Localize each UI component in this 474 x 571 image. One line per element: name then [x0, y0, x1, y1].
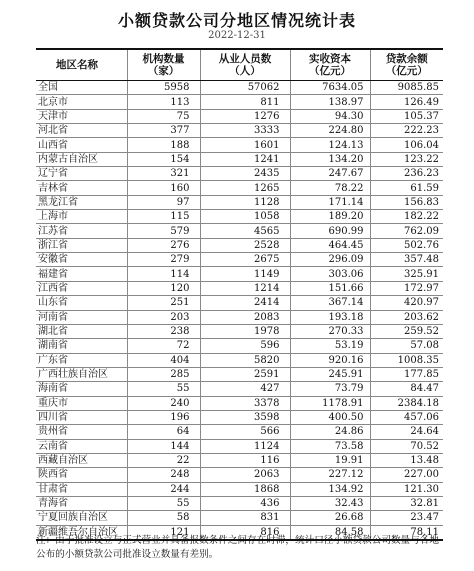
region-name-cell: 宁夏回族自治区: [36, 511, 127, 525]
header-paid-in-capital-unit: （亿元）: [309, 65, 351, 77]
institutions-cell: 97: [127, 195, 200, 209]
statistics-table: [36, 48, 443, 541]
region-name-cell: 山西省: [36, 138, 127, 152]
region-name-cell: 四川省: [36, 410, 127, 424]
employees-cell: 1124: [200, 439, 290, 453]
loan-balance-cell: 13.48: [370, 453, 443, 467]
employees-cell: 2675: [200, 253, 290, 267]
paid-in-capital-cell: 690.99: [290, 224, 370, 238]
institutions-cell: 276: [127, 238, 200, 252]
institutions-cell: 404: [127, 353, 200, 367]
loan-balance-cell: 762.09: [370, 224, 443, 238]
loan-balance-cell: 106.04: [370, 138, 443, 152]
employees-cell: 1868: [200, 482, 290, 496]
employees-cell: 2528: [200, 238, 290, 252]
table-header-row: [36, 49, 443, 81]
table-row: [36, 253, 443, 267]
employees-cell: 2414: [200, 296, 290, 310]
institutions-cell: 72: [127, 339, 200, 353]
institutions-cell: 238: [127, 324, 200, 338]
table-row: [36, 296, 443, 310]
paid-in-capital-cell: 84.58: [290, 525, 370, 540]
footnote: 注：由于批准设立与正式营业并具备报数条件之间存在时滞，统计口径小额贷款公司数量与各地公布的小额贷款公司批准设立数量有差别。: [36, 535, 439, 560]
institutions-cell: 114: [127, 267, 200, 281]
loan-balance-cell: 1008.35: [370, 353, 443, 367]
loan-balance-cell: 259.52: [370, 324, 443, 338]
paid-in-capital-cell: 138.97: [290, 95, 370, 109]
region-name-cell: 北京市: [36, 95, 127, 109]
table-row: [36, 224, 443, 238]
loan-balance-cell: 156.83: [370, 195, 443, 209]
table-row: [36, 167, 443, 181]
institutions-cell: 285: [127, 367, 200, 381]
loan-balance-cell: 9085.85: [370, 81, 443, 95]
header-employees-label: 从业人员数: [218, 53, 272, 65]
paid-in-capital-cell: 73.79: [290, 382, 370, 396]
employees-cell: 1978: [200, 324, 290, 338]
region-name-cell: 青海省: [36, 496, 127, 510]
header-paid-in-capital: [290, 49, 370, 81]
header-institutions-unit: （家）: [147, 65, 180, 77]
region-name-cell: 云南省: [36, 439, 127, 453]
paid-in-capital-cell: 24.86: [290, 425, 370, 439]
paid-in-capital-cell: 73.58: [290, 439, 370, 453]
header-region-label: 地区名称: [56, 59, 98, 71]
institutions-cell: 121: [127, 525, 200, 540]
institutions-cell: 240: [127, 396, 200, 410]
table-row: [36, 181, 443, 195]
paid-in-capital-cell: 227.12: [290, 468, 370, 482]
employees-cell: 1276: [200, 109, 290, 123]
institutions-cell: 120: [127, 281, 200, 295]
loan-balance-cell: 23.47: [370, 511, 443, 525]
employees-cell: 427: [200, 382, 290, 396]
table-row: [36, 496, 443, 510]
paid-in-capital-cell: 53.19: [290, 339, 370, 353]
institutions-cell: 5958: [127, 81, 200, 95]
table-row: [36, 425, 443, 439]
loan-balance-cell: 123.22: [370, 152, 443, 166]
paid-in-capital-cell: 224.80: [290, 124, 370, 138]
table-row: [36, 210, 443, 224]
header-institutions-label: 机构数量: [142, 53, 185, 65]
employees-cell: 816: [200, 525, 290, 540]
paid-in-capital-cell: 245.91: [290, 367, 370, 381]
region-name-cell: 广东省: [36, 353, 127, 367]
header-paid-in-capital-label: 实收资本: [309, 53, 351, 65]
region-name-cell: 吉林省: [36, 181, 127, 195]
loan-balance-cell: 420.97: [370, 296, 443, 310]
loan-balance-cell: 222.23: [370, 124, 443, 138]
loan-balance-cell: 24.64: [370, 425, 443, 439]
loan-balance-cell: 325.91: [370, 267, 443, 281]
region-name-cell: 辽宁省: [36, 167, 127, 181]
institutions-cell: 55: [127, 382, 200, 396]
loan-balance-cell: 182.22: [370, 210, 443, 224]
table-row: [36, 468, 443, 482]
employees-cell: 116: [200, 453, 290, 467]
paid-in-capital-cell: 367.14: [290, 296, 370, 310]
employees-cell: 566: [200, 425, 290, 439]
paid-in-capital-cell: 94.30: [290, 109, 370, 123]
employees-cell: 57062: [200, 81, 290, 95]
paid-in-capital-cell: 124.13: [290, 138, 370, 152]
region-name-cell: 内蒙古自治区: [36, 152, 127, 166]
paid-in-capital-cell: 7634.05: [290, 81, 370, 95]
institutions-cell: 144: [127, 439, 200, 453]
employees-cell: 2435: [200, 167, 290, 181]
institutions-cell: 58: [127, 511, 200, 525]
region-name-cell: 浙江省: [36, 238, 127, 252]
employees-cell: 831: [200, 511, 290, 525]
loan-balance-cell: 105.37: [370, 109, 443, 123]
paid-in-capital-cell: 189.20: [290, 210, 370, 224]
institutions-cell: 113: [127, 95, 200, 109]
paid-in-capital-cell: 270.33: [290, 324, 370, 338]
employees-cell: 5820: [200, 353, 290, 367]
employees-cell: 2083: [200, 310, 290, 324]
header-employees-unit: （人）: [229, 65, 261, 77]
institutions-cell: 55: [127, 496, 200, 510]
table-row: [36, 324, 443, 338]
table-row: [36, 396, 443, 410]
region-name-cell: 江苏省: [36, 224, 127, 238]
loan-balance-cell: 457.06: [370, 410, 443, 424]
institutions-cell: 579: [127, 224, 200, 238]
institutions-cell: 115: [127, 210, 200, 224]
table-row: [36, 95, 443, 109]
loan-balance-cell: 121.30: [370, 482, 443, 496]
region-name-cell: 河北省: [36, 124, 127, 138]
page-title: 小额贷款公司分地区情况统计表: [117, 11, 356, 30]
institutions-cell: 188: [127, 138, 200, 152]
region-name-cell: 湖南省: [36, 339, 127, 353]
report-date: 2022-12-31: [208, 30, 266, 41]
region-name-cell: 新疆维吾尔自治区: [36, 525, 127, 540]
table-row: [36, 81, 443, 95]
loan-balance-cell: 172.97: [370, 281, 443, 295]
employees-cell: 1241: [200, 152, 290, 166]
table-row: [36, 310, 443, 324]
employees-cell: 1265: [200, 181, 290, 195]
table-row: [36, 511, 443, 525]
employees-cell: 1601: [200, 138, 290, 152]
table-row: [36, 238, 443, 252]
table-row: [36, 482, 443, 496]
employees-cell: 3378: [200, 396, 290, 410]
institutions-cell: 377: [127, 124, 200, 138]
table-row: [36, 453, 443, 467]
paid-in-capital-cell: 78.22: [290, 181, 370, 195]
loan-balance-cell: 203.62: [370, 310, 443, 324]
paid-in-capital-cell: 171.14: [290, 195, 370, 209]
paid-in-capital-cell: 303.06: [290, 267, 370, 281]
region-name-cell: 甘肃省: [36, 482, 127, 496]
header-employees: [200, 49, 290, 81]
loan-balance-cell: 32.81: [370, 496, 443, 510]
institutions-cell: 22: [127, 453, 200, 467]
employees-cell: 596: [200, 339, 290, 353]
header-loan-balance-label: 贷款余额: [385, 53, 428, 65]
employees-cell: 1214: [200, 281, 290, 295]
employees-cell: 811: [200, 95, 290, 109]
region-name-cell: 广西壮族自治区: [36, 367, 127, 381]
paid-in-capital-cell: 26.68: [290, 511, 370, 525]
institutions-cell: 248: [127, 468, 200, 482]
loan-balance-cell: 2384.18: [370, 396, 443, 410]
paid-in-capital-cell: 464.45: [290, 238, 370, 252]
region-name-cell: 天津市: [36, 109, 127, 123]
region-name-cell: 河南省: [36, 310, 127, 324]
employees-cell: 1128: [200, 195, 290, 209]
loan-balance-cell: 70.52: [370, 439, 443, 453]
region-name-cell: 安徽省: [36, 253, 127, 267]
paid-in-capital-cell: 920.16: [290, 353, 370, 367]
paid-in-capital-cell: 1178.91: [290, 396, 370, 410]
region-name-cell: 陕西省: [36, 468, 127, 482]
institutions-cell: 160: [127, 181, 200, 195]
table-row: [36, 109, 443, 123]
paid-in-capital-cell: 193.18: [290, 310, 370, 324]
region-name-cell: 黑龙江省: [36, 195, 127, 209]
table-body: [36, 81, 443, 541]
table-row: [36, 410, 443, 424]
institutions-cell: 64: [127, 425, 200, 439]
institutions-cell: 321: [127, 167, 200, 181]
institutions-cell: 154: [127, 152, 200, 166]
institutions-cell: 251: [127, 296, 200, 310]
table-row: [36, 138, 443, 152]
institutions-cell: 203: [127, 310, 200, 324]
employees-cell: 436: [200, 496, 290, 510]
table-row: [36, 195, 443, 209]
employees-cell: 4565: [200, 224, 290, 238]
employees-cell: 2591: [200, 367, 290, 381]
loan-balance-cell: 357.48: [370, 253, 443, 267]
loan-balance-cell: 61.59: [370, 181, 443, 195]
loan-balance-cell: 177.85: [370, 367, 443, 381]
table-row: [36, 267, 443, 281]
loan-balance-cell: 84.47: [370, 382, 443, 396]
paid-in-capital-cell: 400.50: [290, 410, 370, 424]
institutions-cell: 196: [127, 410, 200, 424]
region-name-cell: 山东省: [36, 296, 127, 310]
table-row: [36, 439, 443, 453]
region-name-cell: 江西省: [36, 281, 127, 295]
region-name-cell: 上海市: [36, 210, 127, 224]
loan-balance-cell: 236.23: [370, 167, 443, 181]
paid-in-capital-cell: 19.91: [290, 453, 370, 467]
table-row: [36, 281, 443, 295]
paid-in-capital-cell: 134.20: [290, 152, 370, 166]
loan-balance-cell: 78.11: [370, 525, 443, 540]
region-name-cell: 西藏自治区: [36, 453, 127, 467]
loan-balance-cell: 126.49: [370, 95, 443, 109]
employees-cell: 2063: [200, 468, 290, 482]
table-row: [36, 124, 443, 138]
table-row: [36, 339, 443, 353]
region-name-cell: 湖北省: [36, 324, 127, 338]
header-region: [36, 49, 127, 81]
loan-balance-cell: 57.08: [370, 339, 443, 353]
header-institutions: [127, 49, 200, 81]
paid-in-capital-cell: 134.92: [290, 482, 370, 496]
region-name-cell: 重庆市: [36, 396, 127, 410]
employees-cell: 1058: [200, 210, 290, 224]
institutions-cell: 279: [127, 253, 200, 267]
loan-balance-cell: 227.00: [370, 468, 443, 482]
region-name-cell: 贵州省: [36, 425, 127, 439]
employees-cell: 1149: [200, 267, 290, 281]
table-row: [36, 382, 443, 396]
employees-cell: 3333: [200, 124, 290, 138]
table-row: [36, 367, 443, 381]
table-row: [36, 152, 443, 166]
header-loan-balance: [370, 49, 443, 81]
paid-in-capital-cell: 32.43: [290, 496, 370, 510]
institutions-cell: 244: [127, 482, 200, 496]
loan-balance-cell: 502.76: [370, 238, 443, 252]
paid-in-capital-cell: 247.67: [290, 167, 370, 181]
region-name-cell: 福建省: [36, 267, 127, 281]
paid-in-capital-cell: 296.09: [290, 253, 370, 267]
employees-cell: 3598: [200, 410, 290, 424]
region-name-cell: 海南省: [36, 382, 127, 396]
paid-in-capital-cell: 151.66: [290, 281, 370, 295]
header-loan-balance-unit: （亿元）: [385, 65, 428, 77]
region-name-cell: 全国: [36, 81, 127, 95]
institutions-cell: 75: [127, 109, 200, 123]
table-row: [36, 353, 443, 367]
